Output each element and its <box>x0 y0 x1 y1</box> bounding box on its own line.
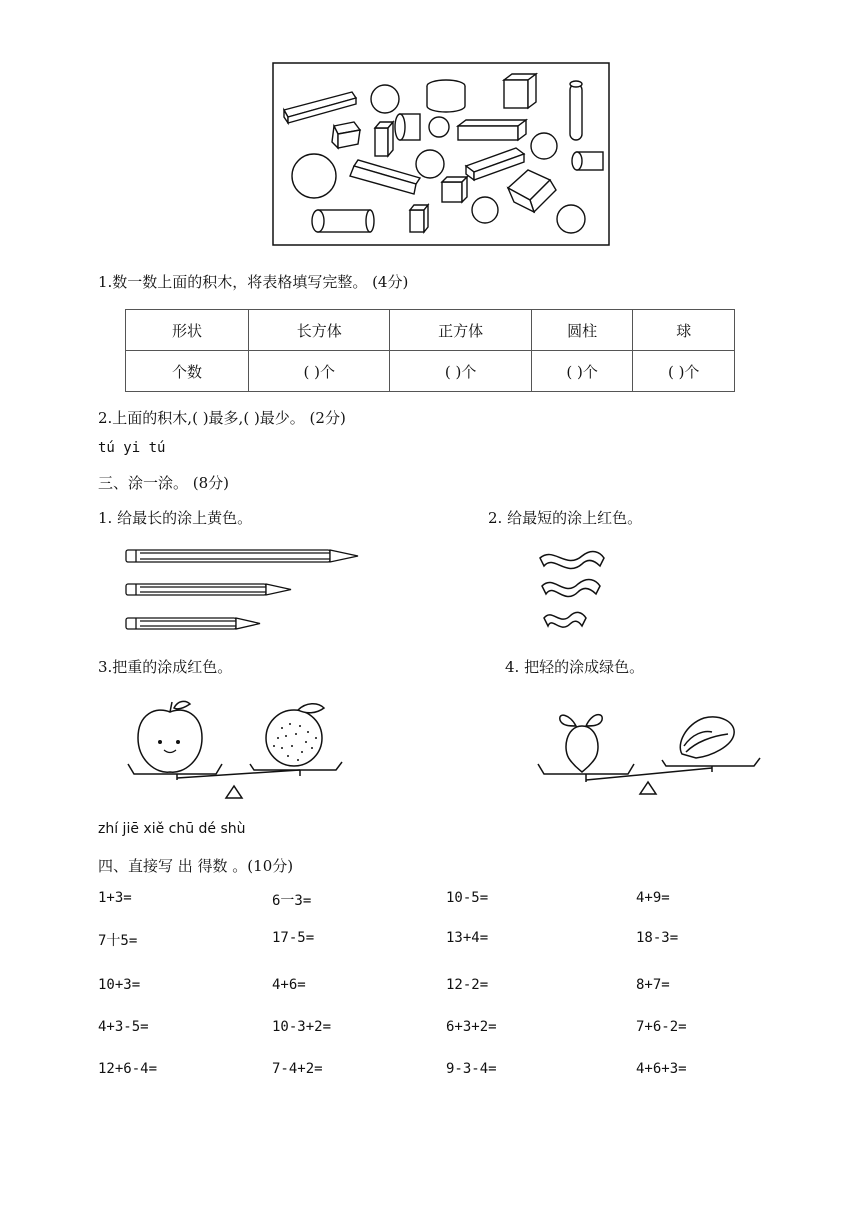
equation[interactable]: 7十5= <box>98 933 138 949</box>
equation[interactable]: 12-2= <box>446 977 489 993</box>
equation[interactable]: 6一3= <box>272 893 312 909</box>
question-1-count-blocks: 1.数一数上面的积木，将表格填写完整。 (4分) <box>98 273 409 291</box>
section-3-q4: 4. 把轻的涂成绿色。 <box>505 658 645 676</box>
equation[interactable]: 4+6+3= <box>636 1061 687 1077</box>
equation[interactable]: 13+4= <box>446 930 489 946</box>
table-cell: 个数 <box>126 351 249 392</box>
pinyin-section-4: zhí jiē xiě chū dé shù <box>98 821 246 837</box>
equation[interactable]: 4+6= <box>272 977 306 993</box>
answer-blank[interactable]: ( )个 <box>390 351 531 392</box>
equation[interactable]: 7-4+2= <box>272 1061 323 1077</box>
equation[interactable]: 17-5= <box>272 930 315 946</box>
equation[interactable]: 6+3+2= <box>446 1019 497 1035</box>
question-2-most-least[interactable]: 2.上面的积木,( )最多,( )最少。 (2分) <box>98 409 346 427</box>
equation[interactable]: 4+3-5= <box>98 1019 149 1035</box>
pencils-illustration[interactable] <box>124 546 364 636</box>
answer-blank[interactable]: ( )个 <box>249 351 390 392</box>
table-cell: 长方体 <box>249 310 390 351</box>
table-row <box>126 351 735 392</box>
section-3-q2: 2. 给最短的涂上红色。 <box>488 509 643 527</box>
table-cell: 圆柱 <box>531 310 633 351</box>
equation[interactable]: 18-3= <box>636 930 679 946</box>
equation[interactable]: 10+3= <box>98 977 141 993</box>
equation[interactable]: 10-3+2= <box>272 1019 332 1035</box>
scale-radish-cabbage-illustration[interactable] <box>536 704 766 800</box>
equation[interactable]: 7+6-2= <box>636 1019 687 1035</box>
equation[interactable]: 9-3-4= <box>446 1061 497 1077</box>
section-4-title: 四、直接写 出 得数 。(10分) <box>98 857 294 875</box>
table-cell: 球 <box>633 310 735 351</box>
answer-blank[interactable]: ( )个 <box>531 351 633 392</box>
equation[interactable]: 4+9= <box>636 890 670 906</box>
section-3-q3: 3.把重的涂成红色。 <box>98 658 233 676</box>
section-3-title: 三、涂一涂。 (8分) <box>98 474 230 492</box>
ribbons-illustration[interactable] <box>536 546 616 636</box>
table-header-row <box>126 310 735 351</box>
equation[interactable]: 8+7= <box>636 977 670 993</box>
table-cell: 形状 <box>126 310 249 351</box>
pinyin-section-3: tú yi tú <box>98 440 166 456</box>
equation[interactable]: 10-5= <box>446 890 489 906</box>
blocks-illustration <box>272 62 610 246</box>
equation[interactable]: 12+6-4= <box>98 1061 158 1077</box>
section-3-q1: 1. 给最长的涂上黄色。 <box>98 509 253 527</box>
scale-apple-orange-illustration[interactable] <box>122 698 352 806</box>
shape-count-table <box>125 309 735 392</box>
answer-blank[interactable]: ( )个 <box>633 351 735 392</box>
equation[interactable]: 1+3= <box>98 890 132 906</box>
table-cell: 正方体 <box>390 310 531 351</box>
